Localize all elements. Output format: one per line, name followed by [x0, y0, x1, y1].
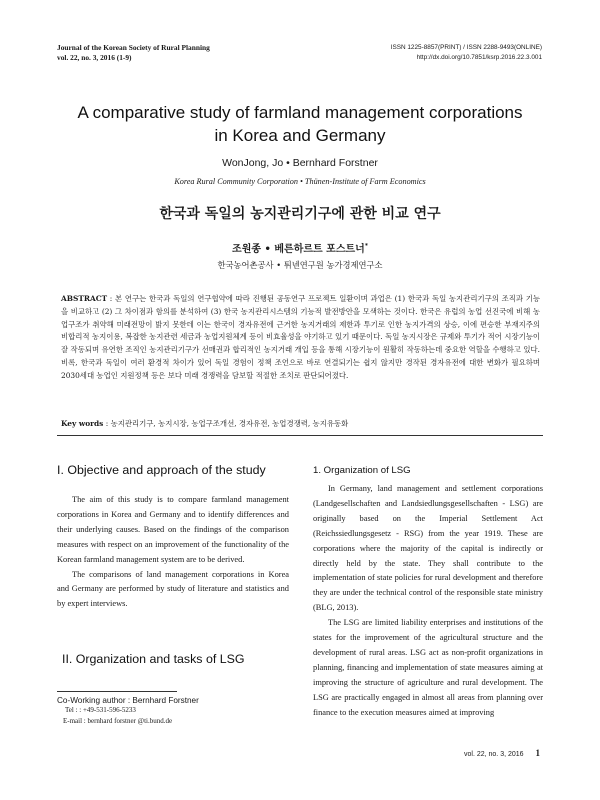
subsection-1-paragraph-2: The LSG are limited liability enterprises and institutions of the states for the improvement of the agricultural structure and the development of rural areas. LSG act as non-profit organizations in planning, financing and implementation of state measures aiming at improving the structure of agriculture and rural development. The LSG are practically engaged in almost all areas from planning over finance to the execution measures aimed at improving: [313, 618, 543, 717]
authors-korean: [0, 240, 600, 255]
footnote-email[interactable]: E-mail : bernhard forstner @ti.bund.de: [63, 717, 173, 725]
affiliations-en: Korea Rural Community Corporation • Thünen-Institute of Farm Economics: [174, 177, 426, 186]
paper-title-line-1: A comparative study of farmland management corporations: [77, 103, 523, 122]
keywords-separator: :: [105, 419, 109, 428]
abstract-label: ABSTRACT: [61, 294, 108, 303]
footer-volume: vol. 22, no. 3, 2016: [464, 751, 524, 758]
keywords: [61, 418, 540, 429]
paper-title-korean: 한국과 독일의 농지관리기구에 관한 비교 연구: [159, 206, 441, 222]
page-number: 1: [535, 748, 540, 758]
subsection-1-paragraph-1: In Germany, land management and settlement corporations (Landgesellschaften and Landsiedlungsgesellschaften - LSG) are originally based on the Imperial Settlement Act (Reichssiedlungsgesetz - RSG) from the year 1919. These are corporations where the majority of the capital is indirectly or directly held by the state. They shall contribute to the implementation of state policies for rural development and therefore they are under the technical control of the responsible state ministry (BLG, 2013).: [313, 484, 543, 613]
section-1-heading: I. Objective and approach of the study: [57, 463, 266, 477]
section-1-paragraph-2: The comparisons of land management corporations in Korea and Germany are performed by study of literature and statistics and by expert interviews.: [57, 569, 289, 609]
issn: ISSN 1225-8857(PRINT) / ISSN 2288-9493(ONLINE): [390, 44, 542, 51]
footnote-tel: Tel : : +49-531-596-5233: [65, 706, 136, 714]
journal-header: [57, 43, 210, 63]
authors-en: WonJong, Jo • Bernhard Forstner: [222, 157, 378, 169]
footnote-author: Co-Working author : Bernhard Forstner: [57, 696, 199, 705]
section-1-paragraph-1: The aim of this study is to compare farmland management corporations in Korea and Germany and to identify differences and their underlying causes. Based on the findings of the comparison measures with respect on an improvement of the functionality of the Korean farmland management system are to be derived.: [57, 495, 289, 564]
abstract: [61, 293, 540, 383]
abstract-text: 본 연구는 한국과 독일의 연구협약에 따라 진행된 공동연구 프로젝트 일환이며 과업은 (1) 한국과 독일 농지관리기구의 조직과 기능을 비교하고 (2) 그 차이점과 함의를 분석하여 (3) 한국 농지관리시스템의 기능적 발전방안을 모색하는 것이다. 한국은 유럽의 농업 선진국에 비해 농업구조가 취약해 미래전망이 밝지 못한데 이는 한국이 경자유전에 근거한 농지거래의 제한과 투기로 인한 농지가격의 상승, 이에 편승한 부재지주의 비합리적 농지이용, 복잡한 농지관련 세금과 농업지원체계 등이 비효율성을 야기하고 있기 때문이다. 독일 농지시장은 규제와 투기가 적어 시장기능이 잘 작동되며 유연한 조직인 농지관리기구가 선매권과 합리적인 농지거래 개입 등을 통해 시장기능이 원활히 작동하는데 중요한 역할을 수행하고 있다. 비록, 한국과 독일이 여러 환경적 차이가 있어 독일 경험이 정책 조언으로 바로 연결되기는 쉽지 않지만 경작된 경자유전에 대한 변화가 필요하며 2030세대 농업인 지원정책 등은 보다 미래 경쟁력을 담보할 적절한 조치로 판단되어졌다.: [61, 294, 541, 380]
journal-name: Journal of the Korean Society of Rural Planning: [57, 43, 210, 52]
issn-header: [391, 43, 542, 63]
footnote: [57, 696, 199, 727]
abstract-separator: :: [109, 294, 113, 303]
keywords-divider: [57, 435, 543, 436]
paper-title-line-2: in Korea and Germany: [214, 126, 386, 145]
footnote-divider: [57, 691, 177, 692]
subsection-1-body: [313, 482, 543, 721]
section-1-body: [57, 493, 289, 612]
paper-title: [0, 101, 600, 147]
affiliations-korean: 한국농어촌공사 • 튀넨연구원 농가경제연구소: [217, 260, 383, 270]
keywords-label: Key words: [61, 419, 104, 428]
authors-korean-names: 조원종 • 베른하르트 포스트너: [232, 244, 365, 255]
corresponding-author-mark: *: [364, 242, 368, 250]
section-2-heading: II. Organization and tasks of LSG: [62, 652, 245, 666]
page-footer: [464, 748, 540, 758]
keywords-text: 농지관리기구, 농지시장, 농업구조개선, 경자유전, 농업경쟁력, 농지유동화: [110, 419, 349, 428]
subsection-1-heading: 1. Organization of LSG: [313, 465, 411, 476]
journal-volume: vol. 22, no. 3, 2016 (1-9): [57, 53, 132, 62]
doi-link[interactable]: http://dx.doi.org/10.7851/ksrp.2016.22.3.001: [416, 54, 542, 61]
